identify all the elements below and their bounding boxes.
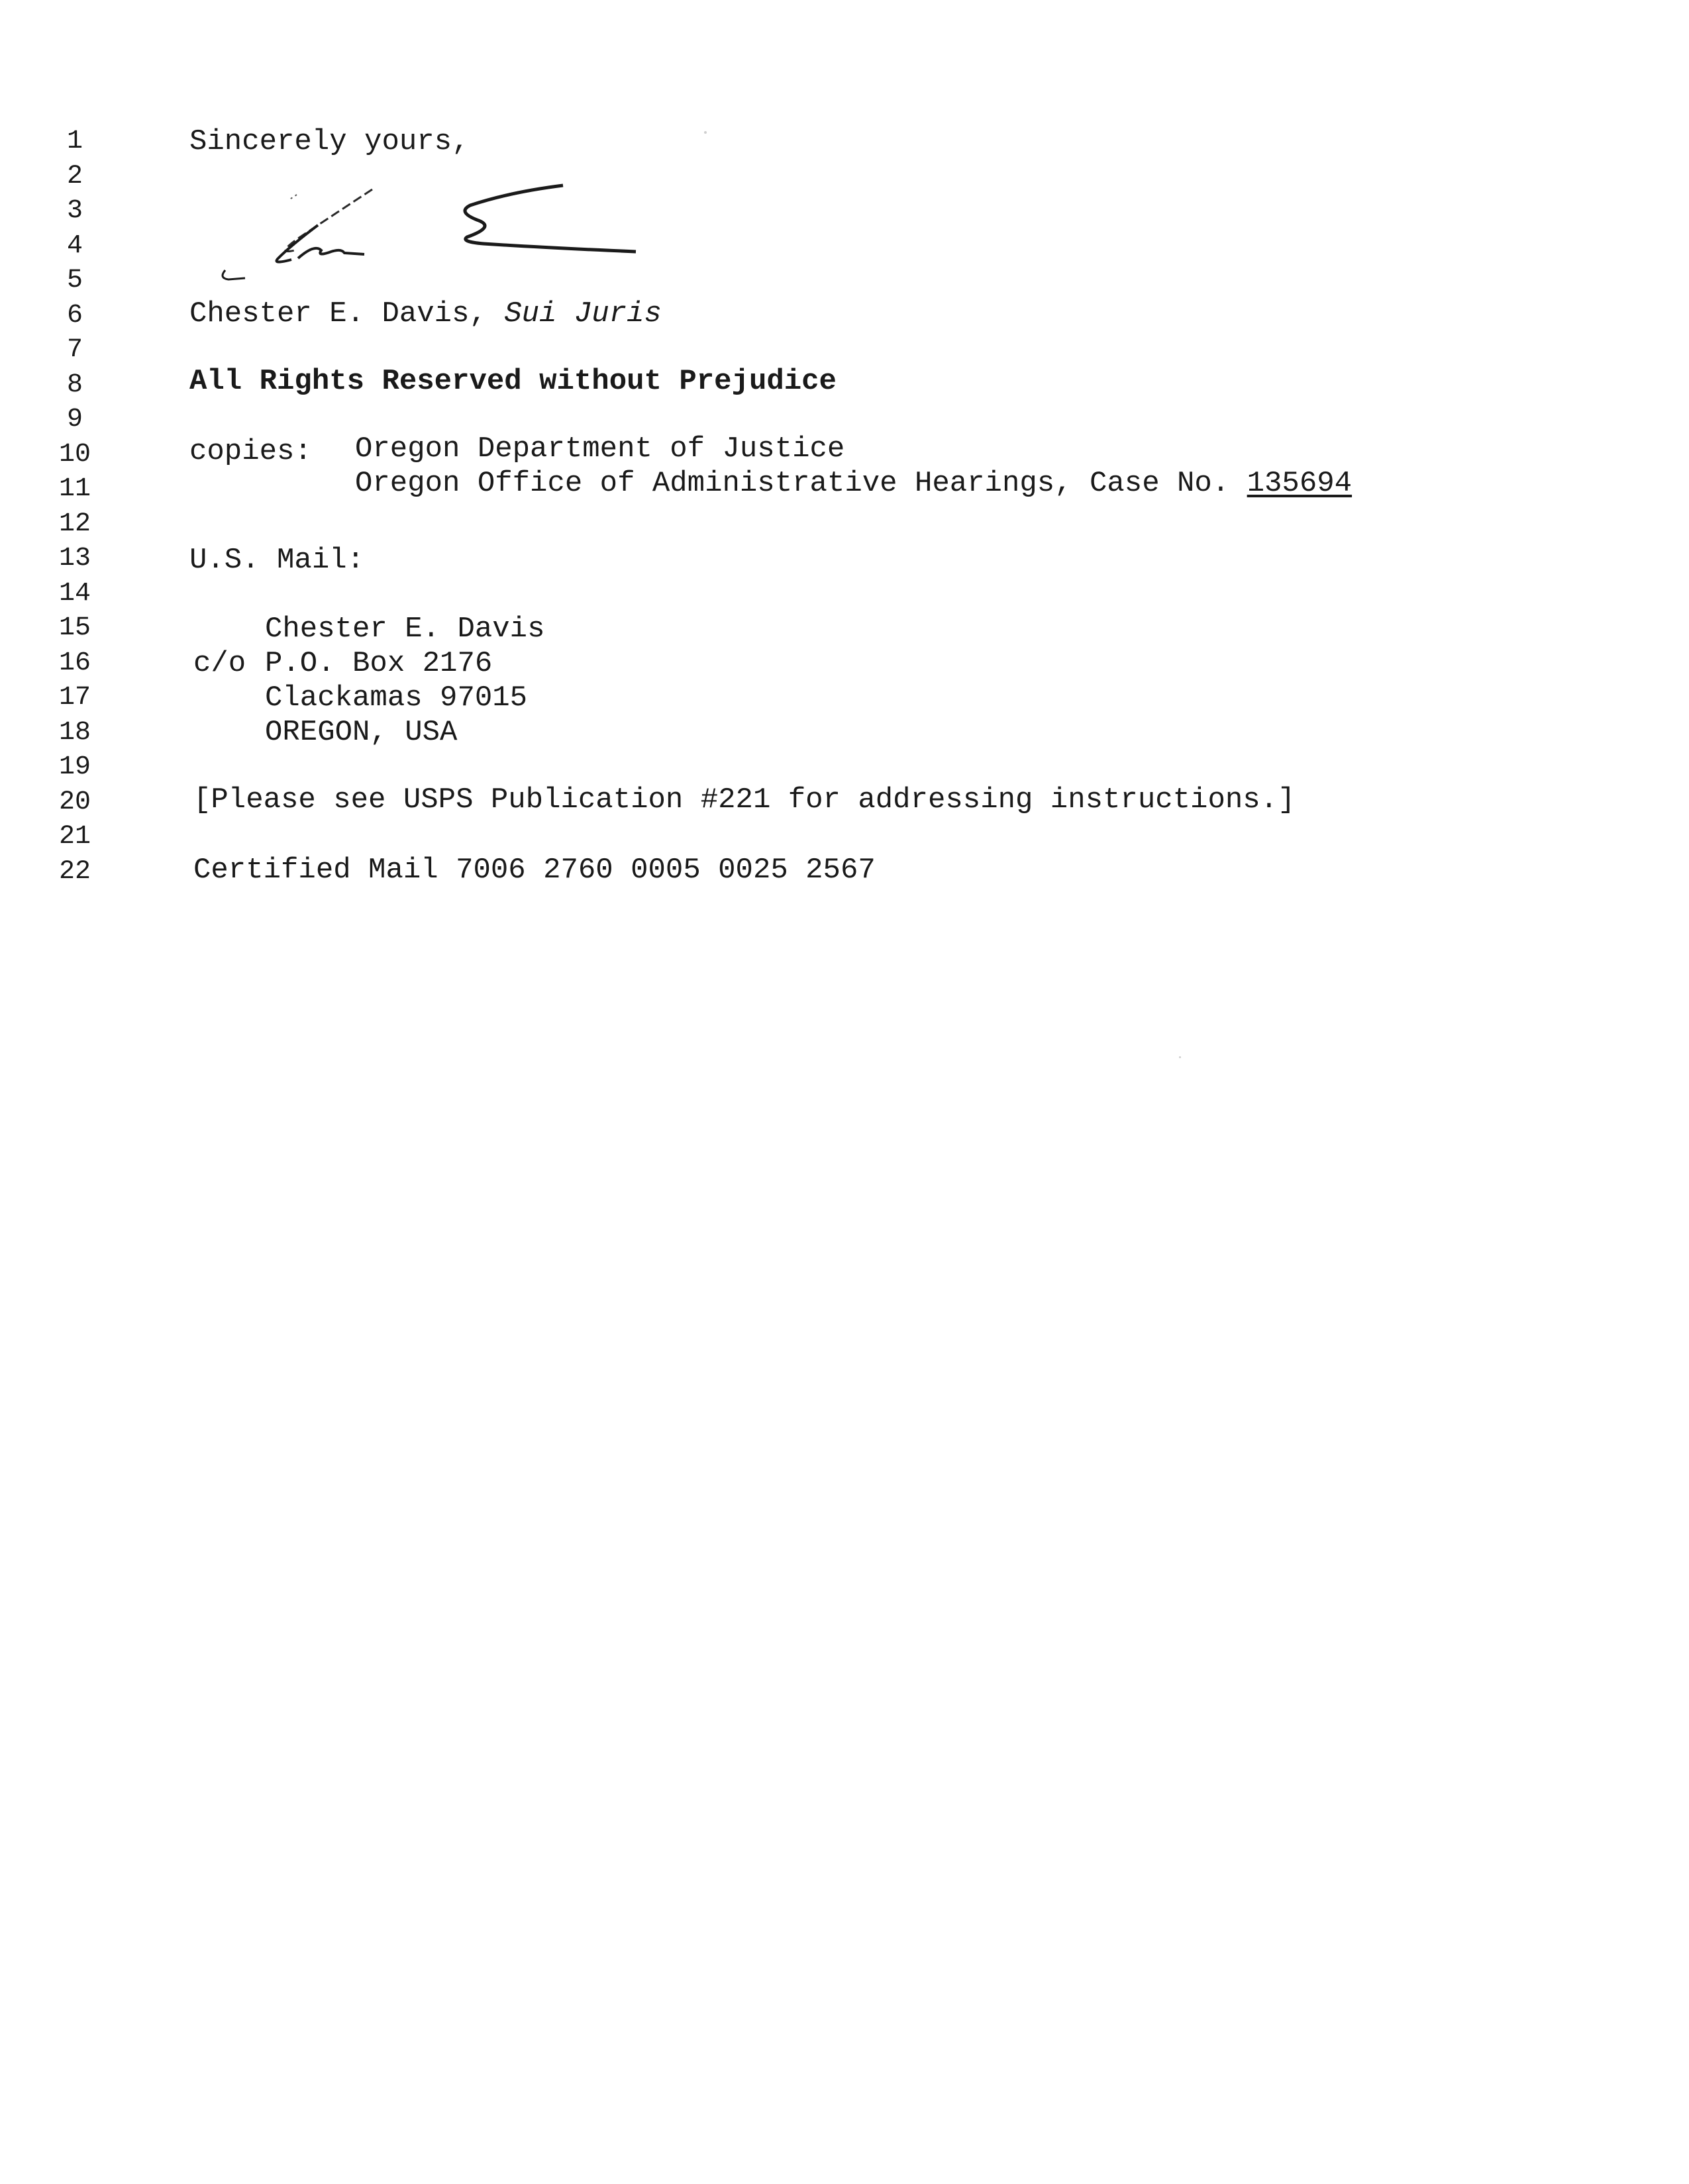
paper-speck bbox=[1179, 1056, 1181, 1058]
paper-speck bbox=[704, 131, 707, 134]
line-number: 11 bbox=[58, 474, 91, 504]
line-number: 3 bbox=[66, 196, 83, 226]
line-number: 22 bbox=[58, 856, 91, 887]
line-number: 4 bbox=[66, 230, 83, 261]
line-number: 5 bbox=[66, 266, 83, 295]
case-number: 135694 bbox=[1247, 467, 1353, 500]
oah-text: Oregon Office of Administrative Hearings, Case No. bbox=[355, 467, 1230, 500]
line-number: 6 bbox=[66, 300, 83, 330]
line-number: 9 bbox=[66, 405, 83, 434]
line-number: 20 bbox=[58, 787, 91, 817]
line-number: 16 bbox=[58, 648, 91, 678]
closing-salutation: Sincerely yours, bbox=[189, 125, 470, 158]
line-number: 10 bbox=[58, 439, 91, 470]
address-care-of: c/o bbox=[193, 647, 246, 680]
line-number: 18 bbox=[58, 717, 91, 748]
line-number: 7 bbox=[66, 335, 83, 365]
certified-mail-number: Certified Mail 7006 2760 0005 0025 2567 bbox=[193, 854, 876, 887]
line-number: 2 bbox=[66, 161, 83, 191]
line-number: 12 bbox=[58, 509, 91, 539]
line-number: 8 bbox=[66, 370, 83, 400]
line-number: 21 bbox=[58, 822, 91, 852]
line-number: 13 bbox=[58, 544, 91, 573]
handwritten-signature bbox=[199, 166, 662, 285]
address-state: OREGON, USA bbox=[265, 716, 458, 749]
line-number: 14 bbox=[58, 578, 91, 609]
copies-recipient-oah bbox=[355, 466, 1352, 501]
signer-status: Sui Juris bbox=[504, 297, 662, 330]
addressing-note: [Please see USPS Publication #221 for addressing instructions.] bbox=[193, 783, 1296, 817]
line-number: 1 bbox=[66, 126, 83, 156]
address-name: Chester E. Davis bbox=[265, 613, 545, 646]
address-po-box: P.O. Box 2176 bbox=[265, 647, 493, 680]
rights-reservation: All Rights Reserved without Prejudice bbox=[189, 365, 837, 398]
copies-label: copies: bbox=[189, 435, 312, 468]
address-city: Clackamas 97015 bbox=[265, 681, 528, 715]
mail-label: U.S. Mail: bbox=[189, 544, 365, 577]
copies-recipient-doj: Oregon Department of Justice bbox=[355, 432, 845, 466]
line-number: 19 bbox=[58, 752, 91, 782]
line-number: 17 bbox=[58, 683, 91, 713]
line-number: 15 bbox=[58, 613, 91, 643]
signature-block bbox=[189, 297, 662, 331]
signer-name: Chester E. Davis, bbox=[189, 297, 487, 330]
